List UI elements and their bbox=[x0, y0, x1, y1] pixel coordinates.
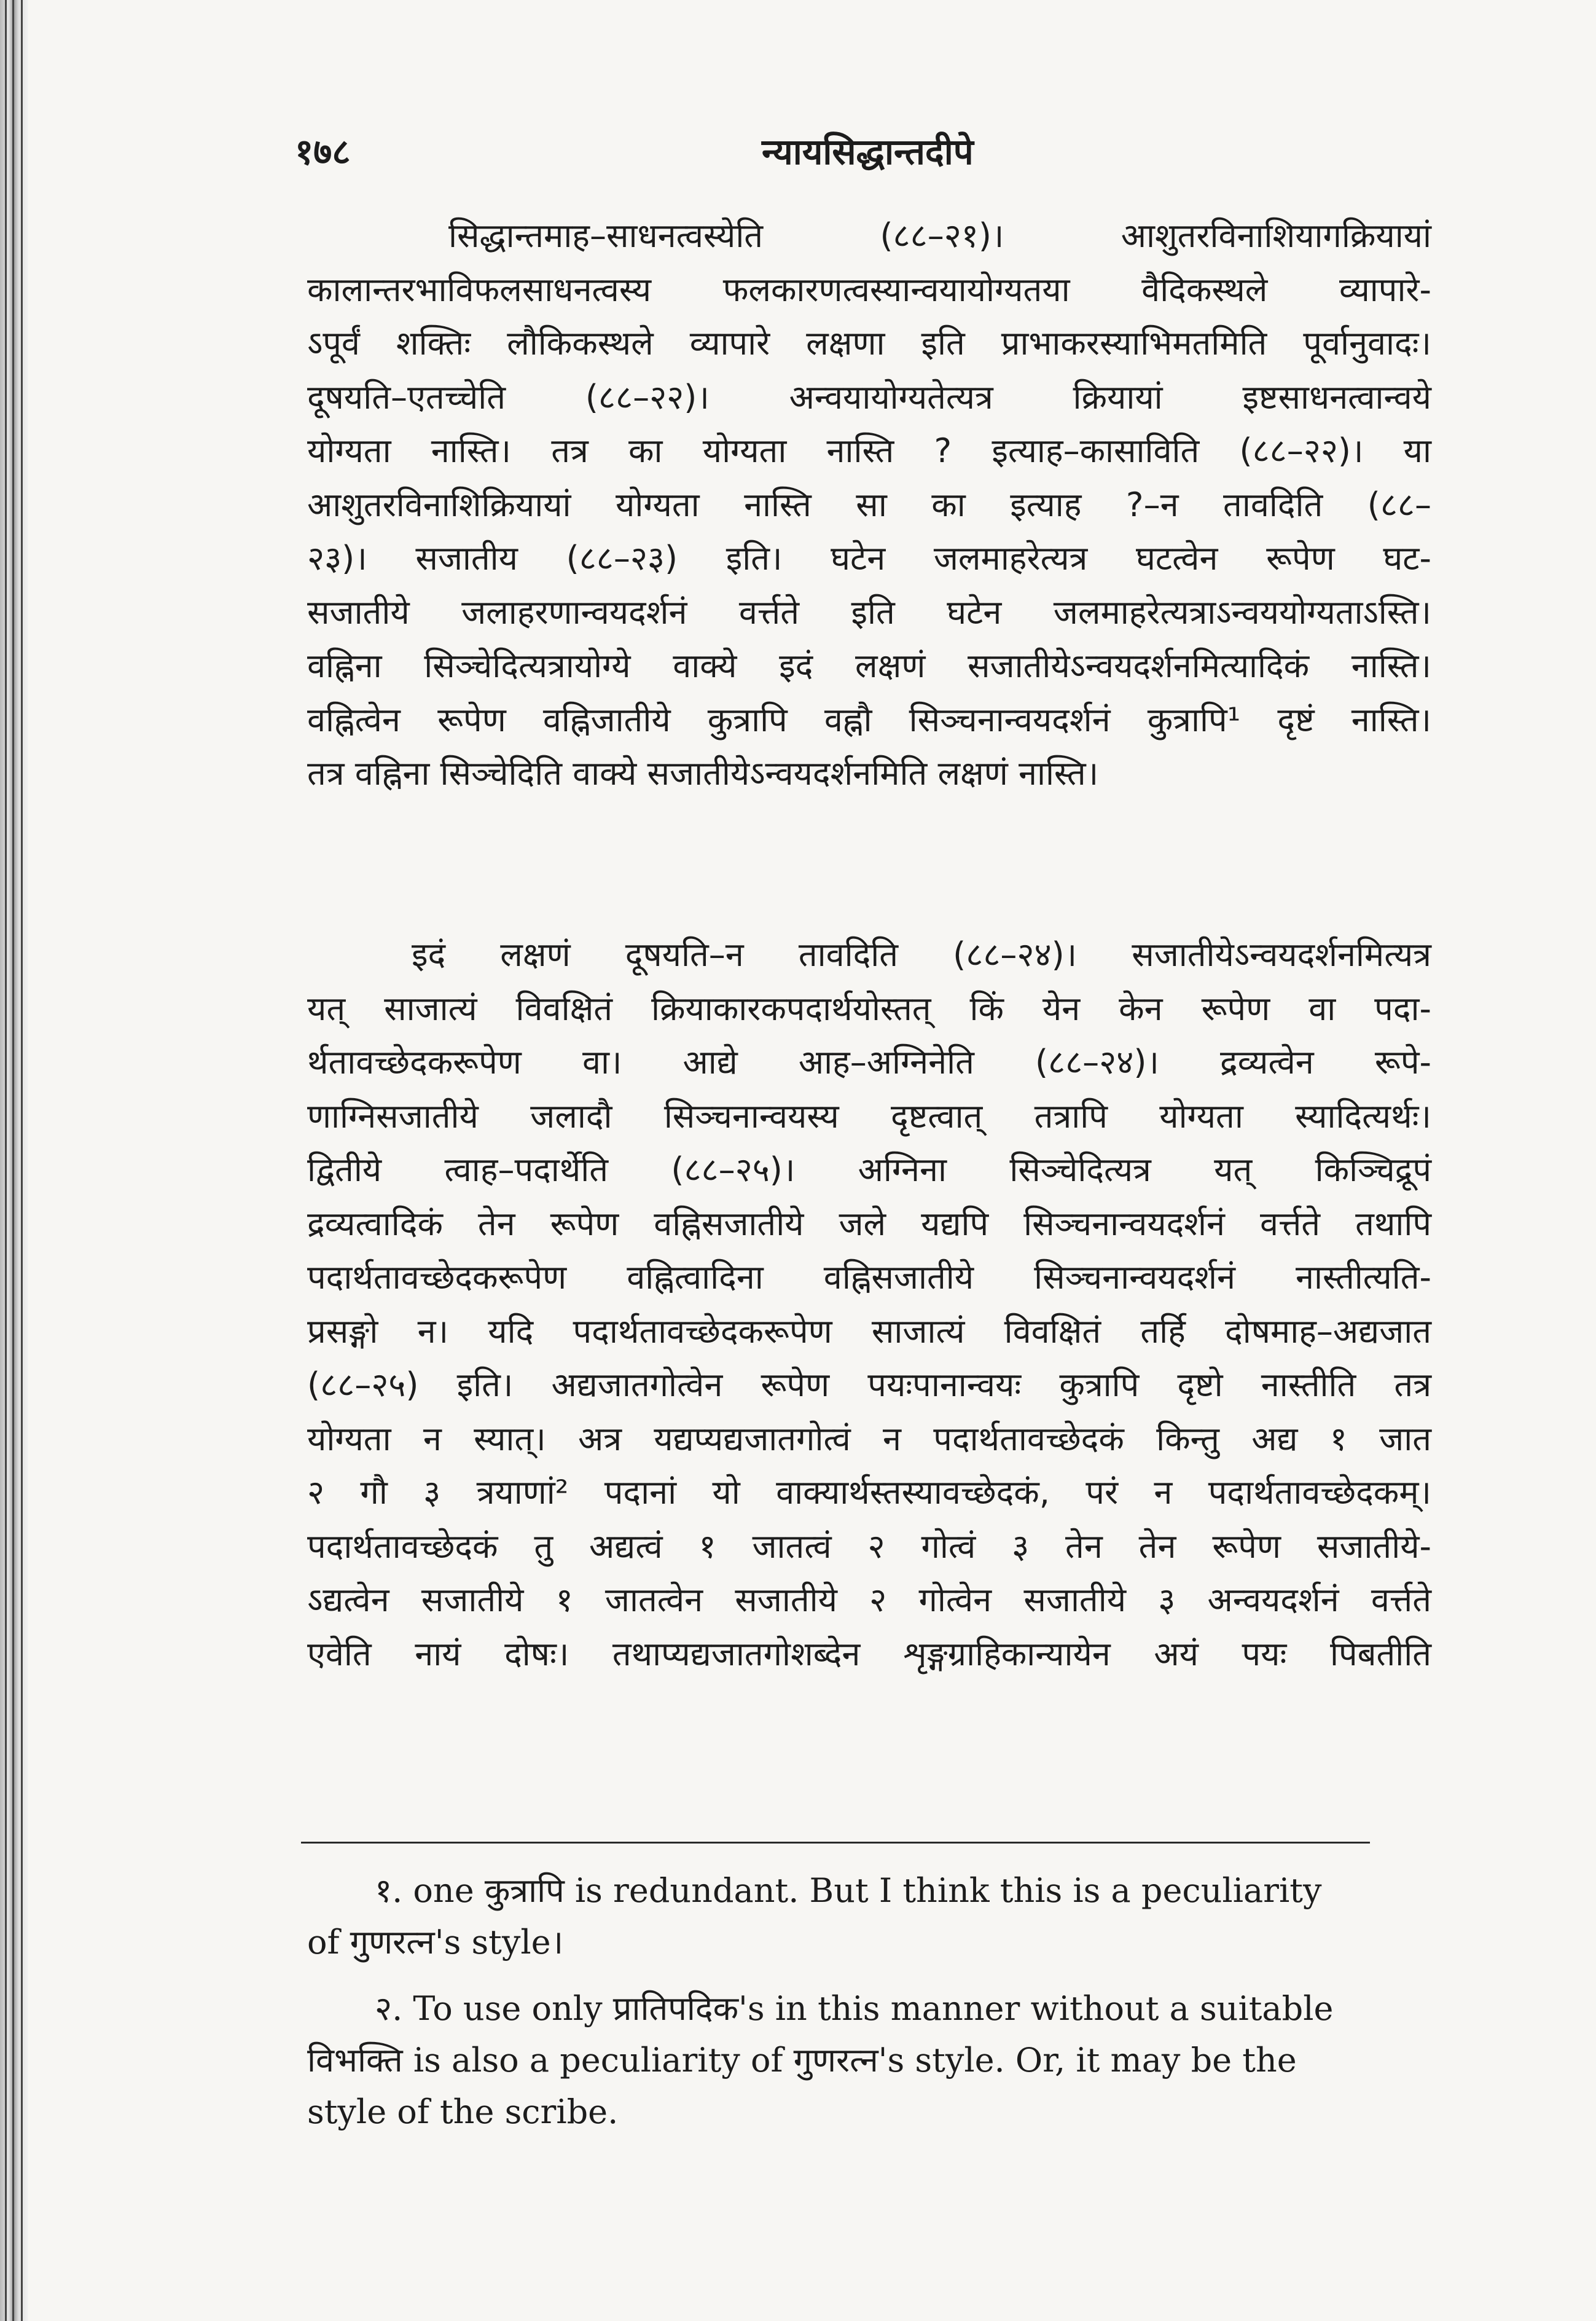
text-line: णाग्निसजातीये जलादौ सिञ्चनान्वयस्य दृष्टत्वात् तत्रापि योग्यता स्यादित्यर्थः। bbox=[307, 1096, 1431, 1136]
text-line: यत् साजात्यं विवक्षितं क्रियाकारकपदार्थयोस्तत् किं येन केन रूपेण वा पदा- bbox=[307, 989, 1431, 1028]
text-line: पदार्थतावच्छेदकं तु अद्यत्वं १ जातत्वं २ गोत्वं ३ तेन तेन रूपेण सजातीये- bbox=[307, 1526, 1431, 1566]
text-line: एवेति नायं दोषः। तथाप्यद्यजातगोशब्देन शृङ्गग्राहिकान्यायेन अयं पयः पिबतीति bbox=[307, 1634, 1431, 1673]
text-line: द्रव्यत्वादिकं तेन रूपेण वह्निसजातीये जले यद्यपि सिञ्चनान्वयदर्शनं वर्त्तते तथापि bbox=[307, 1204, 1431, 1243]
text-line: ऽपूर्वं शक्तिः लौकिकस्थले व्यापारे लक्षणा इति प्राभाकरस्याभिमतमिति पूर्वानुवादः। bbox=[307, 324, 1431, 363]
footnote-2-line: style of the scribe. bbox=[307, 2092, 619, 2131]
footnote-2-line: २. To use only प्रातिपदिक's in this manner without a suitable bbox=[375, 1989, 1334, 2028]
footnote-1-line: १. one कुत्रापि is redundant. But I think this is a peculiarity bbox=[375, 1871, 1322, 1910]
text-line: पदार्थतावच्छेदकरूपेण वह्नित्वादिना वह्निसजातीये सिञ्चनान्वयदर्शनं नास्तीत्यति- bbox=[307, 1258, 1431, 1297]
text-line: (८८–२५) इति। अद्यजातगोत्वेन रूपेण पयःपानान्वयः कुत्रापि दृष्टो नास्तीति तत्र bbox=[307, 1365, 1431, 1404]
text-line: योग्यता नास्ति। तत्र का योग्यता नास्ति ? इत्याह–कासाविति (८८–२२)। या bbox=[307, 431, 1431, 470]
text-line: र्थतावच्छेदकरूपेण वा। आद्ये आह–अग्निनेति (८८–२४)। द्रव्यत्वेन रूपे- bbox=[307, 1043, 1431, 1082]
running-title: न्यायसिद्धान्तदीपे bbox=[762, 131, 974, 173]
binding-line bbox=[12, 0, 14, 2321]
text-line: २३)। सजातीय (८८–२३) इति। घटेन जलमाहरेत्यत्र घटत्वेन रूपेण घट- bbox=[307, 539, 1431, 578]
footnote-2-line: विभक्ति is also a peculiarity of गुणरत्न's style. Or, it may be the bbox=[307, 2041, 1297, 2079]
text-line: आशुतरविनाशिक्रियायां योग्यता नास्ति सा का इत्याह ?–न तावदिति (८८– bbox=[307, 485, 1431, 524]
binding-line bbox=[5, 0, 7, 2321]
book-binding-edge bbox=[0, 0, 28, 2321]
footnotes bbox=[307, 1865, 1431, 2138]
footnote-rule bbox=[301, 1842, 1370, 1844]
paragraph-1 bbox=[307, 209, 1431, 801]
text-line: इदं लक्षणं दूषयति–न तावदिति (८८–२४)। सजातीयेऽन्वयदर्शनमित्यत्र bbox=[412, 935, 1431, 974]
text-line: २ गौ ३ त्रयाणां² पदानां यो वाक्यार्थस्तस्यावच्छेदकं, परं न पदार्थतावच्छेदकम्। bbox=[307, 1473, 1431, 1512]
text-line: प्रसङ्गो न। यदि पदार्थतावच्छेदकरूपेण साजात्यं विवक्षितं तर्हि दोषमाह–अद्यजात bbox=[307, 1311, 1431, 1351]
text-line: सजातीये जलाहरणान्वयदर्शनं वर्त्तते इति घटेन जलमाहरेत्यत्राऽन्वययोग्यताऽस्ति। bbox=[307, 592, 1431, 632]
text-line: तत्र वह्निना सिञ्चेदिति वाक्ये सजातीयेऽन्वयदर्शनमिति लक्षणं नास्ति। bbox=[307, 754, 1099, 793]
text-line: वह्नित्वेन रूपेण वह्निजातीये कुत्रापि वह्नौ सिञ्चनान्वयदर्शनं कुत्रापि¹ दृष्टं नास्ति। bbox=[307, 700, 1431, 739]
text-line: वह्निना सिञ्चेदित्यत्रायोग्ये वाक्ये इदं लक्षणं सजातीयेऽन्वयदर्शनमित्यादिकं नास्ति। bbox=[307, 646, 1431, 685]
binding-line bbox=[21, 0, 23, 2321]
text-line: सिद्धान्तमाह–साधनत्वस्येति (८८–२१)। आशुतरविनाशियागक्रियायां bbox=[448, 216, 1431, 255]
text-line: द्वितीये त्वाह–पदार्थेति (८८–२५)। अग्निना सिञ्चेदित्यत्र यत् किञ्चिद्रूपं bbox=[307, 1150, 1431, 1189]
text-line: ऽद्यत्वेन सजातीये १ जातत्वेन सजातीये २ गोत्वेन सजातीये ३ अन्वयदर्शनं वर्त्तते bbox=[307, 1581, 1431, 1619]
text-line: दूषयति–एतच्चेति (८८–२२)। अन्वयायोग्यतेत्यत्र क्रियायां इष्टसाधनत्वान्वये bbox=[307, 377, 1431, 417]
paragraph-2 bbox=[307, 928, 1431, 1681]
text-line: योग्यता न स्यात्। अत्र यद्यप्यद्यजातगोत्वं न पदार्थतावच्छेदकं किन्तु अद्य १ जात bbox=[307, 1419, 1431, 1458]
page-header bbox=[295, 126, 1450, 181]
page-number: १७८ bbox=[295, 131, 351, 173]
text-line: कालान्तरभाविफलसाधनत्वस्य फलकारणत्वस्यान्वयायोग्यतया वैदिकस्थले व्यापारे- bbox=[307, 270, 1431, 309]
footnote-1-line: of गुणरत्न's style। bbox=[307, 1923, 564, 1962]
